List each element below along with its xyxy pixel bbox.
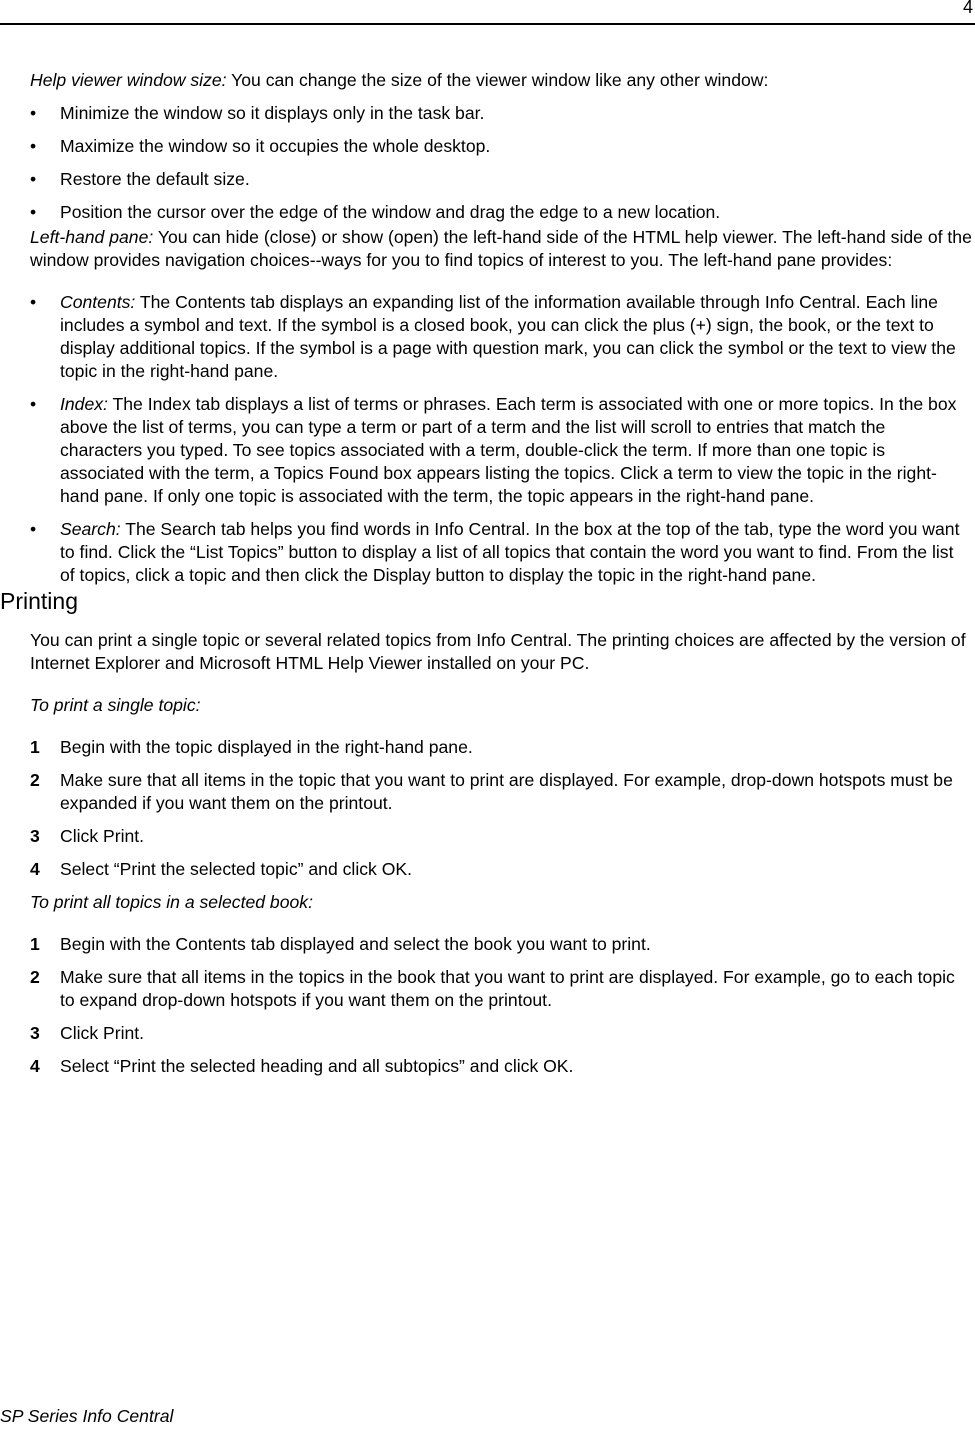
list-item-text: Minimize the window so it displays only in the task bar. [60,103,485,123]
contents-label: Contents: [60,292,136,312]
window-size-list [30,102,972,224]
list-item [30,291,972,383]
step-number: 1 [30,934,40,954]
list-item-text: Position the cursor over the edge of the window and drag the edge to a new location. [60,202,721,222]
printing-heading: Printing [0,588,78,614]
list-item [30,102,972,125]
step-item [30,825,972,848]
step-text: Begin with the topic displayed in the right-hand pane. [60,737,473,757]
step-number: 1 [30,737,40,757]
step-item [30,966,972,1012]
bullet-icon: • [30,292,37,312]
printing-intro: You can print a single topic or several related topics from Info Central. The printing choices are affected by the version of Internet Explorer and Microsoft HTML Help Viewer installed on your PC. [30,630,966,673]
step-item [30,736,972,759]
step-text: Click Print. [60,826,145,846]
bullet-icon: • [30,202,37,222]
step-item [30,769,972,815]
step-text: Click Print. [60,1023,145,1043]
header-rule [0,23,975,25]
search-text: The Search tab helps you find words in Info Central. In the box at the top of the tab, type the word you want to find. Click the “List Topics” button to display a list of all topics that contain the word you want to find. From the list of topics, click a topic and then click the Display button to display the topic in the right-hand pane. [60,519,960,585]
search-label: Search: [60,519,121,539]
window-size-paragraph [30,69,972,92]
list-item [30,168,972,191]
step-text: Begin with the Contents tab displayed and select the book you want to print. [60,934,651,954]
bullet-icon: • [30,136,37,156]
single-topic-steps [30,736,972,881]
left-pane-paragraph [30,226,972,272]
step-number: 3 [30,1023,40,1043]
left-pane-text: You can hide (close) or show (open) the left-hand side of the HTML help viewer. The left-hand side of the window provides navigation choices--ways for you to find topics of interest to you. The left-hand pane provides: [30,227,972,270]
list-item-text: Maximize the window so it occupies the whole desktop. [60,136,491,156]
step-text: Select “Print the selected topic” and click OK. [60,859,413,879]
bullet-icon: • [30,394,37,414]
index-label: Index: [60,394,108,414]
left-pane-label: Left-hand pane: [30,227,154,247]
list-item [30,135,972,158]
step-number: 2 [30,967,40,987]
bullet-icon: • [30,169,37,189]
list-item [30,518,972,587]
left-pane-list [30,291,972,587]
step-number: 2 [30,770,40,790]
step-text: Make sure that all items in the topics in the book that you want to print are displayed. For example, go to each topic to expand drop-down hotspots if you want them on the printout. [60,967,955,1010]
book-steps [30,933,972,1078]
step-number: 4 [30,1056,40,1076]
index-text: The Index tab displays a list of terms or phrases. Each term is associated with one or more topics. In the box above the list of terms, you can type a term or part of a term and the list will scroll to entries that match the characters you typed. To see topics associated with a term, double-click the term. If more than one topic is associated with the term, a Topics Found box appears listing the topics. Click a term to view the topic in the right-hand pane. If only one topic is associated with the term, the topic appears in the right-hand pane. [60,394,957,506]
step-text: Make sure that all items in the topic that you want to print are displayed. For example, drop-down hotspots must be expanded if you want them on the printout. [60,770,953,813]
single-topic-title [30,694,972,717]
step-item [30,933,972,956]
book-title [30,891,972,914]
document-body [0,69,972,1088]
single-topic-title-text: To print a single topic: [30,695,201,715]
step-number: 3 [30,826,40,846]
list-item [30,393,972,508]
list-item-text: Restore the default size. [60,169,250,189]
step-text: Select “Print the selected heading and all subtopics” and click OK. [60,1056,574,1076]
window-size-label: Help viewer window size: [30,70,227,90]
footer-title: SP Series Info Central [0,1406,174,1426]
page-number: 4 [962,0,973,17]
step-item [30,858,972,881]
window-size-text: You can change the size of the viewer window like any other window: [226,70,769,90]
contents-text: The Contents tab displays an expanding list of the information available through Info Central. Each line includes a symbol and text. If the symbol is a closed book, you can click the plus (+) sign, the book, or the text to display additional topics. If the symbol is a page with question mark, you can click the symbol or the text to view the topic in the right-hand pane. [60,292,956,381]
book-title-text: To print all topics in a selected book: [30,892,313,912]
bullet-icon: • [30,103,37,123]
list-item [30,201,972,224]
bullet-icon: • [30,519,37,539]
step-item [30,1022,972,1045]
step-item [30,1055,972,1078]
step-number: 4 [30,859,40,879]
